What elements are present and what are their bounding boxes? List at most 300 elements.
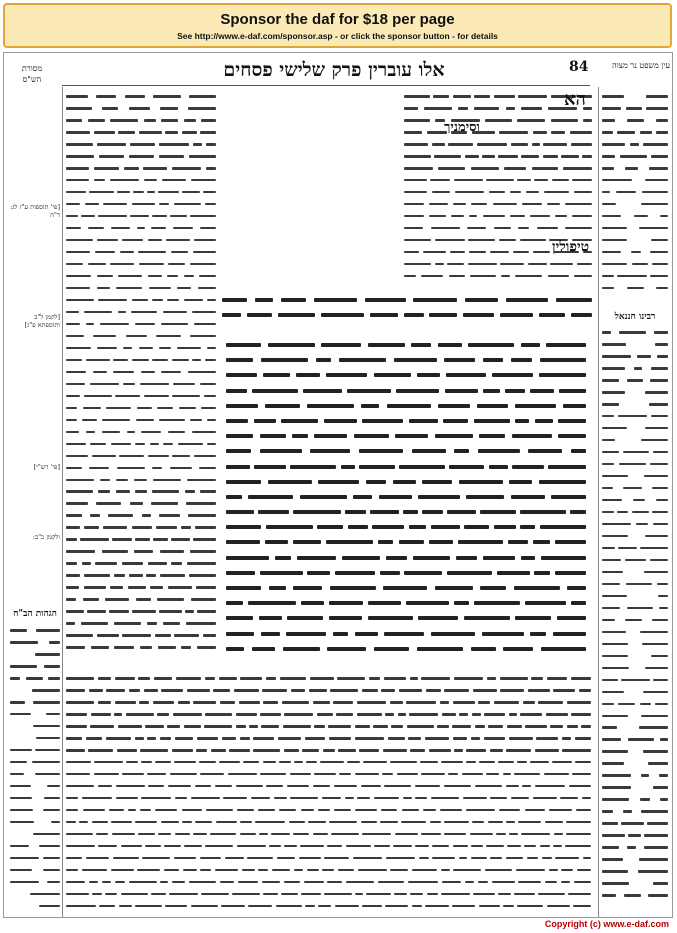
word-glyph — [123, 347, 132, 350]
word-glyph — [157, 407, 173, 410]
word-glyph — [402, 809, 419, 812]
word-glyph — [514, 773, 540, 776]
text-line — [404, 271, 592, 282]
word-glyph — [410, 677, 418, 680]
text-line — [66, 283, 216, 294]
text-line — [10, 625, 60, 636]
word-glyph — [97, 143, 126, 146]
word-glyph — [301, 893, 321, 896]
word-glyph — [515, 404, 556, 408]
word-glyph — [188, 107, 216, 110]
word-glyph — [190, 335, 216, 338]
word-glyph — [602, 263, 627, 266]
word-glyph — [151, 227, 166, 230]
word-glyph — [66, 809, 78, 812]
word-glyph — [139, 263, 164, 266]
word-glyph — [575, 761, 591, 764]
word-glyph — [419, 857, 429, 860]
word-glyph — [109, 610, 129, 613]
word-glyph — [301, 809, 314, 812]
word-glyph — [632, 263, 648, 266]
word-glyph — [205, 845, 233, 848]
word-glyph — [658, 595, 668, 598]
word-glyph — [453, 95, 471, 98]
word-glyph — [339, 358, 386, 362]
text-line — [602, 890, 668, 901]
word-glyph — [190, 263, 216, 266]
word-glyph — [602, 343, 626, 346]
word-glyph — [128, 809, 136, 812]
word-glyph — [511, 797, 529, 800]
word-glyph — [602, 798, 629, 801]
word-glyph — [80, 538, 109, 541]
word-glyph — [494, 95, 515, 98]
word-glyph — [532, 143, 540, 146]
word-glyph — [84, 586, 106, 589]
word-glyph — [645, 535, 668, 538]
word-glyph — [429, 215, 446, 218]
word-glyph — [307, 869, 319, 872]
word-glyph — [385, 713, 394, 716]
word-glyph — [528, 263, 547, 266]
word-glyph — [66, 713, 87, 716]
word-glyph — [506, 749, 531, 752]
text-line — [602, 327, 668, 338]
word-glyph — [631, 251, 641, 254]
word-glyph — [304, 881, 324, 884]
text-line — [66, 439, 216, 450]
word-glyph — [471, 203, 487, 206]
word-glyph — [206, 167, 216, 170]
word-glyph — [172, 359, 189, 362]
word-glyph — [111, 821, 132, 824]
word-glyph — [602, 427, 627, 430]
word-glyph — [536, 737, 558, 740]
word-glyph — [164, 845, 181, 848]
word-glyph — [94, 773, 119, 776]
word-glyph — [327, 647, 366, 651]
word-glyph — [471, 647, 496, 651]
word-glyph — [150, 443, 159, 446]
word-glyph — [32, 689, 60, 692]
word-glyph — [66, 538, 77, 541]
word-glyph — [466, 809, 495, 812]
word-glyph — [618, 703, 635, 706]
word-glyph — [535, 419, 553, 423]
word-glyph — [204, 725, 232, 728]
word-glyph — [602, 691, 624, 694]
word-glyph — [207, 347, 216, 350]
word-glyph — [602, 607, 620, 610]
rabbeinu-chananel-label: רבינו חננאל — [614, 312, 656, 322]
opening-word: הא — [564, 89, 586, 110]
word-glyph — [358, 869, 387, 872]
word-glyph — [88, 227, 104, 230]
rashi-column — [66, 91, 216, 656]
word-glyph — [617, 511, 628, 514]
word-glyph — [330, 586, 376, 590]
word-glyph — [478, 449, 520, 453]
word-glyph — [512, 434, 552, 438]
word-glyph — [98, 215, 127, 218]
word-glyph — [366, 893, 391, 896]
word-glyph — [650, 379, 668, 382]
word-glyph — [151, 502, 178, 505]
word-glyph — [438, 167, 465, 170]
word-glyph — [167, 275, 178, 278]
text-line — [404, 115, 592, 126]
word-glyph — [252, 389, 298, 393]
word-glyph — [403, 510, 418, 514]
word-glyph — [518, 95, 547, 98]
word-glyph — [194, 455, 216, 458]
word-glyph — [574, 275, 592, 278]
word-glyph — [492, 373, 533, 377]
word-glyph — [602, 167, 614, 170]
word-glyph — [153, 479, 181, 482]
word-glyph — [617, 131, 635, 134]
word-glyph — [123, 383, 135, 386]
word-glyph — [429, 203, 448, 206]
word-glyph — [199, 275, 216, 278]
word-glyph — [35, 653, 60, 656]
word-glyph — [602, 715, 628, 718]
word-glyph — [346, 881, 374, 884]
word-glyph — [134, 550, 153, 553]
word-glyph — [565, 845, 591, 848]
word-glyph — [404, 571, 442, 575]
word-glyph — [85, 203, 99, 206]
word-glyph — [66, 155, 94, 158]
word-glyph — [66, 119, 82, 122]
word-glyph — [95, 251, 115, 254]
keyword-vesimanech: וסימניך — [444, 120, 480, 135]
text-line — [226, 399, 586, 412]
word-glyph — [136, 419, 154, 422]
word-glyph — [240, 677, 262, 680]
word-glyph — [602, 583, 620, 586]
word-glyph — [137, 227, 145, 230]
word-glyph — [546, 343, 586, 347]
word-glyph — [134, 479, 147, 482]
text-line — [226, 627, 586, 640]
word-glyph — [152, 215, 167, 218]
word-glyph — [477, 404, 508, 408]
word-glyph — [175, 833, 190, 836]
word-glyph — [215, 869, 238, 872]
word-glyph — [627, 846, 636, 849]
word-glyph — [649, 167, 668, 170]
word-glyph — [226, 616, 253, 620]
word-glyph — [545, 821, 563, 824]
word-glyph — [191, 598, 216, 601]
word-glyph — [114, 622, 141, 625]
word-glyph — [198, 287, 216, 290]
word-glyph — [625, 619, 642, 622]
text-line — [66, 115, 216, 126]
word-glyph — [418, 495, 460, 499]
word-glyph — [452, 905, 475, 908]
word-glyph — [309, 689, 327, 692]
text-line — [10, 805, 60, 816]
word-glyph — [410, 893, 423, 896]
word-glyph — [561, 869, 573, 872]
word-glyph — [96, 833, 108, 836]
rashi-commentary-lower — [66, 673, 591, 913]
word-glyph — [222, 298, 247, 302]
text-line — [404, 163, 592, 174]
word-glyph — [537, 227, 558, 230]
word-glyph — [145, 725, 164, 728]
text-line — [602, 247, 668, 258]
word-glyph — [384, 677, 406, 680]
word-glyph — [528, 449, 562, 453]
word-glyph — [530, 389, 554, 393]
word-glyph — [431, 227, 460, 230]
word-glyph — [644, 846, 668, 849]
left-divider — [62, 87, 63, 917]
text-line — [66, 733, 591, 744]
text-line — [602, 259, 668, 270]
word-glyph — [355, 893, 363, 896]
word-glyph — [573, 905, 591, 908]
word-glyph — [530, 632, 546, 636]
text-line — [226, 520, 586, 533]
word-glyph — [645, 179, 668, 182]
sponsor-title[interactable]: Sponsor the daf for $18 per page — [220, 11, 455, 28]
word-glyph — [641, 715, 668, 718]
word-glyph — [362, 419, 403, 423]
word-glyph — [97, 634, 119, 637]
word-glyph — [522, 785, 531, 788]
word-glyph — [135, 443, 145, 446]
word-glyph — [653, 882, 668, 885]
word-glyph — [347, 761, 360, 764]
text-line — [602, 163, 668, 174]
word-glyph — [471, 167, 499, 170]
word-glyph — [651, 415, 668, 418]
word-glyph — [135, 490, 147, 493]
word-glyph — [647, 822, 668, 825]
word-glyph — [178, 443, 203, 446]
word-glyph — [394, 358, 437, 362]
word-glyph — [197, 610, 216, 613]
word-glyph — [39, 905, 60, 908]
word-glyph — [404, 227, 423, 230]
word-glyph — [94, 131, 115, 134]
word-glyph — [602, 703, 614, 706]
word-glyph — [518, 821, 541, 824]
word-glyph — [463, 797, 487, 800]
word-glyph — [236, 713, 257, 716]
word-glyph — [500, 313, 533, 317]
word-glyph — [152, 490, 179, 493]
word-glyph — [423, 809, 436, 812]
word-glyph — [234, 689, 259, 692]
word-glyph — [444, 689, 469, 692]
word-glyph — [549, 869, 558, 872]
word-glyph — [422, 510, 443, 514]
word-glyph — [503, 647, 533, 651]
word-glyph — [43, 809, 60, 812]
text-line — [404, 259, 592, 270]
word-glyph — [91, 713, 111, 716]
word-glyph — [122, 773, 144, 776]
word-glyph — [520, 713, 542, 716]
word-glyph — [118, 275, 142, 278]
copyright-notice[interactable]: Copyright (c) www.e-daf.com — [544, 919, 669, 929]
word-glyph — [266, 785, 283, 788]
text-line — [602, 495, 668, 506]
word-glyph — [172, 749, 193, 752]
word-glyph — [464, 525, 489, 529]
word-glyph — [92, 893, 102, 896]
word-glyph — [542, 857, 552, 860]
word-glyph — [200, 857, 221, 860]
word-glyph — [602, 391, 625, 394]
word-glyph — [548, 275, 569, 278]
word-glyph — [182, 821, 192, 824]
word-glyph — [648, 894, 668, 897]
word-glyph — [184, 845, 202, 848]
word-glyph — [404, 131, 422, 134]
word-glyph — [521, 343, 540, 347]
word-glyph — [650, 559, 668, 562]
word-glyph — [44, 665, 60, 668]
word-glyph — [410, 749, 425, 752]
word-glyph — [650, 251, 668, 254]
word-glyph — [160, 737, 171, 740]
word-glyph — [66, 287, 90, 290]
text-line — [602, 519, 668, 530]
sponsor-banner[interactable] — [3, 3, 672, 48]
word-glyph — [338, 749, 356, 752]
word-glyph — [331, 833, 359, 836]
word-glyph — [131, 311, 157, 314]
word-glyph — [429, 749, 451, 752]
word-glyph — [535, 785, 565, 788]
word-glyph — [480, 510, 516, 514]
word-glyph — [135, 821, 157, 824]
word-glyph — [412, 905, 422, 908]
word-glyph — [625, 559, 646, 562]
word-glyph — [191, 179, 216, 182]
word-glyph — [293, 510, 341, 514]
word-glyph — [281, 298, 306, 302]
word-glyph — [653, 451, 668, 454]
word-glyph — [527, 857, 538, 860]
text-line — [66, 510, 216, 521]
text-line — [66, 745, 591, 756]
word-glyph — [260, 571, 303, 575]
word-glyph — [184, 299, 203, 302]
word-glyph — [431, 797, 459, 800]
word-glyph — [540, 845, 550, 848]
word-glyph — [148, 275, 162, 278]
word-glyph — [346, 845, 371, 848]
word-glyph — [48, 677, 60, 680]
text-line — [602, 423, 668, 434]
word-glyph — [413, 298, 457, 302]
word-glyph — [47, 881, 60, 884]
word-glyph — [329, 821, 357, 824]
word-glyph — [141, 761, 152, 764]
word-glyph — [136, 598, 151, 601]
word-glyph — [496, 833, 506, 836]
text-line — [66, 331, 216, 342]
word-glyph — [490, 857, 502, 860]
text-line — [602, 187, 668, 198]
word-glyph — [339, 773, 351, 776]
word-glyph — [186, 622, 216, 625]
word-glyph — [254, 465, 286, 469]
word-glyph — [547, 203, 560, 206]
word-glyph — [602, 463, 614, 466]
word-glyph — [404, 179, 427, 182]
word-glyph — [348, 525, 368, 529]
word-glyph — [187, 479, 216, 482]
word-glyph — [308, 821, 326, 824]
text-line — [10, 841, 60, 852]
word-glyph — [429, 313, 457, 317]
word-glyph — [120, 251, 134, 254]
word-glyph — [577, 263, 592, 266]
word-glyph — [515, 616, 551, 620]
word-glyph — [173, 227, 193, 230]
word-glyph — [266, 677, 276, 680]
word-glyph — [628, 738, 654, 741]
word-glyph — [444, 821, 469, 824]
word-glyph — [506, 857, 523, 860]
word-glyph — [237, 809, 254, 812]
word-glyph — [98, 701, 111, 704]
word-glyph — [404, 275, 416, 278]
word-glyph — [226, 586, 261, 590]
word-glyph — [336, 713, 353, 716]
text-line — [66, 889, 591, 900]
text-line — [602, 830, 668, 841]
word-glyph — [154, 677, 172, 680]
word-glyph — [66, 490, 93, 493]
word-glyph — [506, 821, 515, 824]
text-line — [602, 818, 668, 829]
word-glyph — [30, 893, 60, 896]
word-glyph — [126, 713, 154, 716]
word-glyph — [286, 632, 326, 636]
word-glyph — [260, 773, 286, 776]
word-glyph — [602, 595, 627, 598]
sponsor-subtitle[interactable]: See http://www.e-daf.com/sponsor.asp - or click the sponsor button - for details — [177, 31, 498, 41]
word-glyph — [458, 107, 468, 110]
word-glyph — [144, 689, 158, 692]
word-glyph — [161, 689, 183, 692]
word-glyph — [560, 797, 578, 800]
text-line — [602, 567, 668, 578]
word-glyph — [263, 701, 278, 704]
word-glyph — [226, 449, 251, 453]
page-number: 84 — [569, 59, 589, 75]
text-line — [602, 91, 668, 102]
word-glyph — [440, 701, 449, 704]
word-glyph — [390, 701, 403, 704]
word-glyph — [249, 725, 258, 728]
word-glyph — [571, 143, 592, 146]
word-glyph — [174, 761, 196, 764]
text-line — [602, 615, 668, 626]
text-line — [602, 339, 668, 350]
word-glyph — [440, 809, 462, 812]
word-glyph — [236, 725, 246, 728]
